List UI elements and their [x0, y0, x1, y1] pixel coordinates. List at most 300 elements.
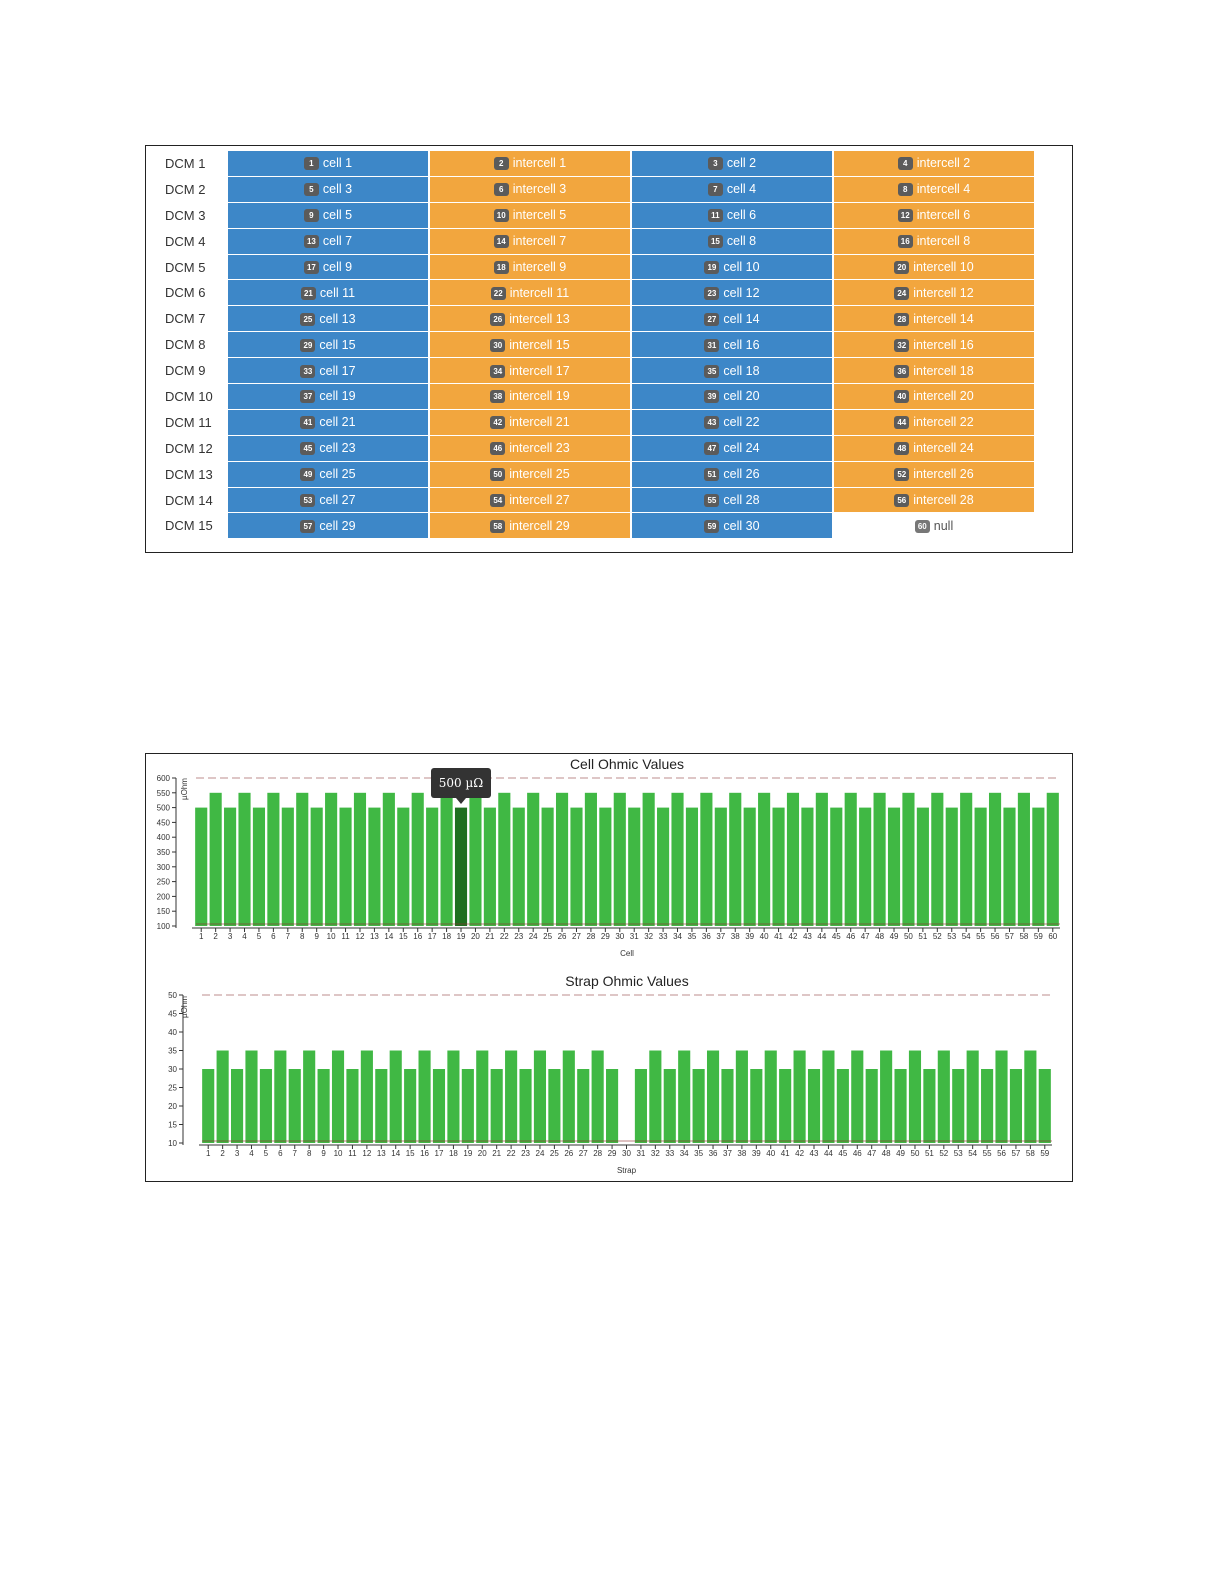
x-tick-label: 31 — [636, 1149, 646, 1158]
slot-number-badge: 9 — [304, 209, 319, 222]
bar — [975, 808, 987, 926]
bar — [202, 1069, 214, 1143]
x-tick-label: 17 — [434, 1149, 444, 1158]
x-tick-label: 42 — [788, 932, 798, 941]
x-tick-label: 46 — [852, 1149, 862, 1158]
dcm-label-text: DCM 7 — [165, 311, 206, 327]
cell-slot[interactable] — [632, 358, 832, 383]
x-tick-label: 56 — [997, 1149, 1006, 1158]
bar — [289, 1069, 301, 1143]
bar — [938, 1051, 950, 1144]
dcm-row — [148, 513, 1034, 538]
bar — [779, 1069, 791, 1143]
bar — [729, 793, 741, 926]
dcm-row — [148, 358, 1034, 383]
bar — [339, 808, 351, 926]
x-tick-label: 19 — [456, 932, 466, 941]
x-tick-label: 19 — [463, 1149, 473, 1158]
bar — [548, 1069, 560, 1143]
dcm-row — [148, 436, 1034, 461]
slot-name: cell 5 — [322, 208, 353, 223]
bar — [311, 808, 323, 926]
cell-slot[interactable] — [632, 462, 832, 487]
slot-name: cell 13 — [319, 311, 356, 326]
null-slot[interactable] — [834, 513, 1034, 538]
cell-slot[interactable] — [632, 436, 832, 461]
dcm-label-text: DCM 12 — [165, 440, 213, 456]
bar — [282, 808, 294, 926]
dcm-label — [148, 306, 226, 331]
x-tick-label: 39 — [751, 1149, 761, 1158]
bar — [750, 1069, 762, 1143]
bar — [527, 793, 539, 926]
slot-number-badge: 22 — [491, 287, 506, 300]
bar — [859, 808, 871, 926]
x-tick-label: 12 — [355, 932, 365, 941]
bar — [245, 1051, 257, 1144]
intercell-slot[interactable] — [834, 436, 1034, 461]
intercell-slot[interactable] — [430, 332, 630, 357]
dcm-row — [148, 462, 1034, 487]
slot-number-badge: 3 — [708, 157, 723, 170]
bar — [346, 1069, 358, 1143]
slot-name: intercell 6 — [916, 208, 971, 223]
bar — [469, 793, 481, 926]
x-tick-label: 55 — [982, 1149, 992, 1158]
bar — [224, 808, 236, 926]
bar — [845, 793, 857, 926]
x-tick-label: 47 — [867, 1149, 877, 1158]
slot-name: cell 17 — [319, 363, 356, 378]
slot-number-badge: 32 — [894, 339, 909, 352]
cell-slot[interactable] — [228, 306, 428, 331]
dcm-row — [148, 332, 1034, 357]
dcm-label — [148, 151, 226, 176]
x-tick-label: 12 — [362, 1149, 372, 1158]
bar — [368, 808, 380, 926]
bar — [606, 1069, 618, 1143]
x-tick-label: 26 — [557, 932, 567, 941]
x-tick-label: 28 — [593, 1149, 603, 1158]
x-tick-label: 7 — [285, 932, 291, 941]
intercell-slot[interactable] — [834, 151, 1034, 176]
slot-name: cell 14 — [723, 311, 760, 326]
slot-number-badge: 57 — [300, 520, 315, 533]
x-tick-label: 37 — [716, 932, 726, 941]
slot-number-badge: 23 — [704, 287, 719, 300]
x-tick-label: 10 — [326, 932, 336, 941]
bar — [375, 1069, 387, 1143]
slot-number-badge: 1 — [304, 157, 319, 170]
bar — [570, 808, 582, 926]
x-tick-label: 52 — [939, 1149, 949, 1158]
y-tick-label: 550 — [156, 788, 170, 798]
cell-slot[interactable] — [632, 410, 832, 435]
cell-slot[interactable] — [228, 410, 428, 435]
x-tick-label: 27 — [578, 1149, 588, 1158]
slot-number-badge: 13 — [304, 235, 319, 248]
y-tick-label: 300 — [156, 862, 170, 872]
cell-slot[interactable] — [228, 436, 428, 461]
bar — [476, 1051, 488, 1144]
cell-slot[interactable] — [632, 280, 832, 305]
slot-number-badge: 19 — [704, 261, 719, 274]
x-tick-label: 18 — [442, 932, 452, 941]
cell-slot[interactable] — [228, 513, 428, 538]
bar — [981, 1069, 993, 1143]
x-tick-label: 11 — [348, 1149, 357, 1158]
dcm-label — [148, 436, 226, 461]
bar — [909, 1051, 921, 1144]
intercell-slot[interactable] — [430, 462, 630, 487]
x-tick-label: 25 — [543, 932, 553, 941]
slot-number-badge: 26 — [490, 313, 505, 326]
bar — [635, 1069, 647, 1143]
x-tick-label: 27 — [572, 932, 581, 941]
slot-name: intercell 29 — [509, 518, 570, 533]
x-tick-label: 34 — [673, 932, 682, 941]
slot-name: cell 2 — [726, 156, 757, 171]
slot-number-badge: 46 — [490, 442, 505, 455]
bar — [894, 1069, 906, 1143]
x-tick-label: 21 — [492, 1149, 502, 1158]
bar — [693, 1069, 705, 1143]
slot-number-badge: 37 — [300, 390, 315, 403]
slot-name: cell 15 — [319, 337, 356, 352]
bar — [822, 1051, 834, 1144]
x-tick-label: 5 — [263, 1149, 269, 1158]
x-tick-label: 52 — [932, 932, 942, 941]
bar — [649, 1051, 661, 1144]
x-tick-label: 42 — [795, 1149, 805, 1158]
dcm-label — [148, 177, 226, 202]
bar — [563, 1051, 575, 1144]
slot-name: intercell 18 — [913, 363, 974, 378]
bar — [1024, 1051, 1036, 1144]
slot-name: intercell 10 — [913, 260, 974, 274]
x-tick-label: 14 — [384, 932, 394, 941]
x-tick-label: 23 — [514, 932, 524, 941]
cell-slot[interactable] — [228, 151, 428, 176]
slot-name: intercell 11 — [509, 285, 570, 300]
intercell-slot[interactable] — [430, 436, 630, 461]
bar — [274, 1051, 286, 1144]
intercell-slot[interactable] — [834, 488, 1034, 513]
intercell-slot[interactable] — [834, 229, 1034, 254]
x-tick-label: 49 — [889, 932, 899, 941]
slot-number-badge: 47 — [704, 442, 719, 455]
y-tick-label: 40 — [168, 1028, 177, 1037]
ohmic-charts-panel — [145, 753, 1073, 1182]
y-tick-label: 500 — [156, 803, 170, 813]
slot-number-badge: 38 — [490, 390, 505, 403]
bar — [267, 793, 279, 926]
bar-value-tooltip: 500 µΩ — [431, 768, 491, 798]
dcm-label — [148, 203, 226, 228]
slot-name: intercell 21 — [509, 415, 570, 430]
x-tick-label: 16 — [420, 1149, 430, 1158]
x-tick-label: 40 — [759, 932, 769, 941]
slot-name: intercell 15 — [509, 337, 570, 352]
bar — [397, 808, 409, 926]
intercell-slot[interactable] — [430, 151, 630, 176]
bar — [441, 793, 453, 926]
y-tick-label: 45 — [168, 1009, 177, 1019]
bar — [556, 793, 568, 926]
dcm-row — [148, 255, 1034, 280]
x-tick-label: 33 — [665, 1149, 675, 1158]
x-tick-label: 2 — [220, 1149, 225, 1158]
intercell-slot[interactable] — [430, 306, 630, 331]
intercell-slot[interactable] — [834, 255, 1034, 280]
bar — [880, 1051, 892, 1144]
x-tick-label: 43 — [802, 932, 812, 941]
x-tick-label: 45 — [838, 1149, 848, 1158]
x-tick-label: 6 — [278, 1149, 283, 1158]
cell-slot[interactable] — [228, 203, 428, 228]
dcm-label-text: DCM 3 — [165, 207, 206, 223]
intercell-slot[interactable] — [834, 332, 1034, 357]
x-tick-label: 49 — [896, 1149, 906, 1158]
bar — [643, 793, 655, 926]
slot-name: cell 7 — [322, 234, 353, 249]
dcm-label — [148, 332, 226, 357]
slot-name: intercell 13 — [509, 311, 570, 326]
slot-number-badge: 36 — [894, 365, 909, 378]
bar — [354, 793, 366, 926]
x-tick-label: 15 — [398, 932, 408, 941]
slot-number-badge: 41 — [300, 416, 315, 429]
bar — [808, 1069, 820, 1143]
bar — [671, 793, 683, 926]
bar — [455, 808, 467, 926]
dcm-label-text: DCM 10 — [165, 388, 213, 404]
slot-number-badge: 34 — [490, 365, 505, 378]
slot-number-badge: 21 — [301, 287, 316, 300]
bar — [736, 1051, 748, 1144]
cell-slot[interactable] — [228, 177, 428, 202]
x-tick-label: 51 — [924, 1149, 934, 1158]
y-tick-label: 450 — [156, 818, 170, 828]
x-tick-label: 41 — [774, 932, 784, 941]
y-tick-label: 15 — [168, 1120, 177, 1130]
dcm-label-text: DCM 4 — [165, 233, 206, 249]
cell-slot[interactable] — [632, 384, 832, 409]
intercell-slot[interactable] — [430, 280, 630, 305]
slot-name: cell 1 — [322, 156, 353, 171]
x-tick-label: 45 — [831, 932, 841, 941]
x-tick-label: 13 — [369, 932, 379, 941]
slot-name: cell 19 — [319, 389, 356, 404]
intercell-slot[interactable] — [834, 203, 1034, 228]
x-tick-label: 57 — [1011, 1149, 1021, 1158]
x-tick-label: 13 — [376, 1149, 386, 1158]
dcm-cell-map-panel — [145, 145, 1073, 553]
bar — [519, 1069, 531, 1143]
slot-name: intercell 26 — [913, 467, 974, 482]
cell-slot[interactable] — [228, 332, 428, 357]
bar — [484, 808, 496, 926]
slot-name: cell 11 — [319, 285, 356, 300]
x-tick-label: 32 — [644, 932, 654, 941]
bar — [592, 1051, 604, 1144]
bar — [765, 1051, 777, 1144]
slot-name: intercell 22 — [913, 415, 974, 430]
x-tick-label: 32 — [650, 1149, 660, 1158]
dcm-label-text: DCM 9 — [165, 363, 206, 379]
slot-number-badge: 60 — [915, 520, 930, 533]
slot-name: intercell 20 — [913, 389, 974, 404]
cell-slot[interactable] — [632, 255, 832, 280]
slot-number-badge: 27 — [704, 313, 719, 326]
x-tick-label: 17 — [427, 932, 437, 941]
bar — [917, 808, 929, 926]
bar — [787, 793, 799, 926]
cell-slot[interactable] — [228, 358, 428, 383]
slot-number-badge: 28 — [894, 313, 909, 326]
bar — [874, 793, 886, 926]
intercell-slot[interactable] — [430, 410, 630, 435]
cell-slot[interactable] — [632, 177, 832, 202]
slot-number-badge: 43 — [704, 416, 719, 429]
slot-number-badge: 30 — [490, 339, 505, 352]
slot-number-badge: 29 — [300, 339, 315, 352]
cell-slot[interactable] — [228, 229, 428, 254]
bar — [866, 1069, 878, 1143]
x-tick-label: 39 — [745, 932, 755, 941]
x-tick-label: 36 — [708, 1149, 718, 1158]
intercell-slot[interactable] — [834, 358, 1034, 383]
x-tick-label: 51 — [918, 932, 928, 941]
slot-name: intercell 16 — [913, 337, 974, 352]
bar — [318, 1069, 330, 1143]
cell-slot[interactable] — [228, 488, 428, 513]
intercell-slot[interactable] — [834, 280, 1034, 305]
bar — [419, 1051, 431, 1144]
slot-number-badge: 5 — [304, 183, 319, 196]
dcm-row — [148, 384, 1034, 409]
bar — [260, 1069, 272, 1143]
cell-slot[interactable] — [632, 513, 832, 538]
x-tick-label: 40 — [766, 1149, 776, 1158]
x-tick-label: 38 — [730, 932, 740, 941]
x-tick-label: 24 — [528, 932, 538, 941]
slot-number-badge: 53 — [300, 494, 315, 507]
x-tick-label: 15 — [405, 1149, 415, 1158]
bar — [383, 793, 395, 926]
x-tick-label: 5 — [256, 932, 262, 941]
intercell-slot[interactable] — [430, 255, 630, 280]
y-tick-label: 600 — [156, 774, 170, 783]
intercell-slot[interactable] — [430, 513, 630, 538]
cell-slot[interactable] — [632, 203, 832, 228]
intercell-slot[interactable] — [834, 384, 1034, 409]
bar — [498, 793, 510, 926]
intercell-slot[interactable] — [430, 203, 630, 228]
bar — [426, 808, 438, 926]
x-tick-label: 4 — [249, 1149, 254, 1158]
bar — [217, 1051, 229, 1144]
bar — [960, 793, 972, 926]
cell-slot[interactable] — [228, 255, 428, 280]
cell-slot[interactable] — [228, 280, 428, 305]
x-tick-label: 57 — [1005, 932, 1014, 941]
slot-number-badge: 7 — [708, 183, 723, 196]
dcm-row — [148, 177, 1034, 202]
x-tick-label: 60 — [1048, 932, 1058, 941]
intercell-slot[interactable] — [430, 488, 630, 513]
dcm-label — [148, 229, 226, 254]
slot-number-badge: 14 — [494, 235, 509, 248]
dcm-row — [148, 151, 1034, 176]
cell-slot[interactable] — [632, 488, 832, 513]
slot-number-badge: 55 — [704, 494, 719, 507]
cell-slot[interactable] — [632, 306, 832, 331]
x-axis-label: Cell — [620, 949, 634, 958]
x-tick-label: 8 — [300, 932, 305, 941]
slot-number-badge: 49 — [300, 468, 315, 481]
intercell-slot[interactable] — [430, 229, 630, 254]
cell-slot[interactable] — [228, 462, 428, 487]
x-tick-label: 11 — [341, 932, 350, 941]
cell-slot[interactable] — [228, 384, 428, 409]
intercell-slot[interactable] — [430, 358, 630, 383]
dcm-label-text: DCM 6 — [165, 285, 206, 301]
bar — [678, 1051, 690, 1144]
x-tick-label: 1 — [198, 932, 204, 941]
bar — [995, 1051, 1007, 1144]
slot-name: intercell 12 — [913, 285, 974, 300]
intercell-slot[interactable] — [430, 384, 630, 409]
x-tick-label: 36 — [701, 932, 711, 941]
x-tick-label: 59 — [1033, 932, 1043, 941]
cell-slot[interactable] — [632, 332, 832, 357]
intercell-slot[interactable] — [834, 462, 1034, 487]
dcm-label — [148, 410, 226, 435]
y-tick-label: 35 — [168, 1046, 177, 1056]
intercell-slot[interactable] — [834, 177, 1034, 202]
cell-slot[interactable] — [632, 151, 832, 176]
ohmic-charts-svg — [146, 754, 1074, 1183]
intercell-slot[interactable] — [834, 306, 1034, 331]
x-tick-label: 56 — [990, 932, 1000, 941]
dcm-row — [148, 203, 1034, 228]
dcm-row — [148, 229, 1034, 254]
slot-name: intercell 23 — [509, 441, 570, 456]
slot-number-badge: 18 — [494, 261, 509, 274]
bar — [830, 808, 842, 926]
bar — [715, 808, 727, 926]
slot-name: cell 29 — [319, 518, 356, 533]
intercell-slot[interactable] — [834, 410, 1034, 435]
x-tick-label: 22 — [506, 1149, 516, 1158]
bar — [585, 793, 597, 926]
dcm-label-text: DCM 11 — [165, 414, 212, 430]
bar — [404, 1069, 416, 1143]
x-tick-label: 9 — [314, 932, 319, 941]
intercell-slot[interactable] — [430, 177, 630, 202]
bar — [707, 1051, 719, 1144]
bar — [253, 808, 265, 926]
tooltip-arrow-icon — [456, 798, 466, 804]
cell-slot[interactable] — [632, 229, 832, 254]
bar — [758, 793, 770, 926]
dcm-label — [148, 255, 226, 280]
x-tick-label: 23 — [521, 1149, 530, 1158]
bar — [542, 808, 554, 926]
slot-number-badge: 52 — [894, 468, 909, 481]
x-tick-label: 44 — [817, 932, 827, 941]
